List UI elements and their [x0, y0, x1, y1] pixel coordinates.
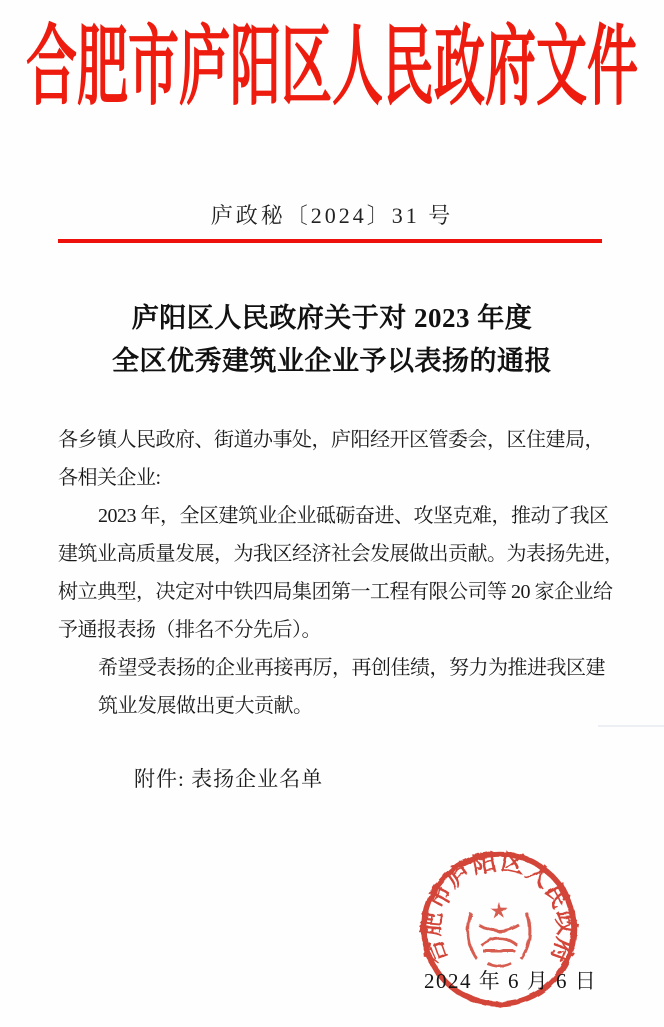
red-header-title: 合肥市庐阳区人民政府文件 [25, 20, 638, 118]
body-line: 予通报表扬（排名不分先后）。 [58, 619, 321, 641]
body-line: 筑业发展做出更大贡献。 [98, 695, 313, 717]
issue-date: 2024 年 6 月 6 日 [424, 969, 598, 993]
body-line: 2023 年，全区建筑业企业砥砺奋进、攻坚克难，推动了我区 [98, 505, 609, 527]
document-body [58, 421, 624, 725]
salutation-line: 各相关企业: [58, 467, 161, 489]
document-title-line-1: 庐阳区人民政府关于对 2023 年度 [131, 303, 533, 333]
body-line: 希望受表扬的企业再接再厉，再创佳绩，努力为推进我区建 [98, 657, 605, 679]
seal-text: 合肥市庐阳区人民政府 [419, 849, 579, 968]
body-line: 树立典型，决定对中铁四局集团第一工程有限公司等 20 家企业给 [58, 581, 613, 603]
national-emblem-icon [468, 902, 530, 966]
scan-artifact-line [598, 725, 664, 727]
document-title-line-2: 全区优秀建筑业企业予以表扬的通报 [112, 346, 552, 376]
red-divider-line [58, 239, 602, 243]
document-number: 庐政秘〔2024〕31 号 [210, 203, 454, 228]
document-title [0, 297, 664, 383]
body-line: 建筑业高质量发展，为我区经济社会发展做出贡献。为表扬先进， [58, 543, 624, 565]
attachment-note: 附件: 表扬企业名单 [134, 767, 324, 791]
salutation-line: 各乡镇人民政府、街道办事处，庐阳经开区管委会，区住建局， [58, 429, 604, 451]
